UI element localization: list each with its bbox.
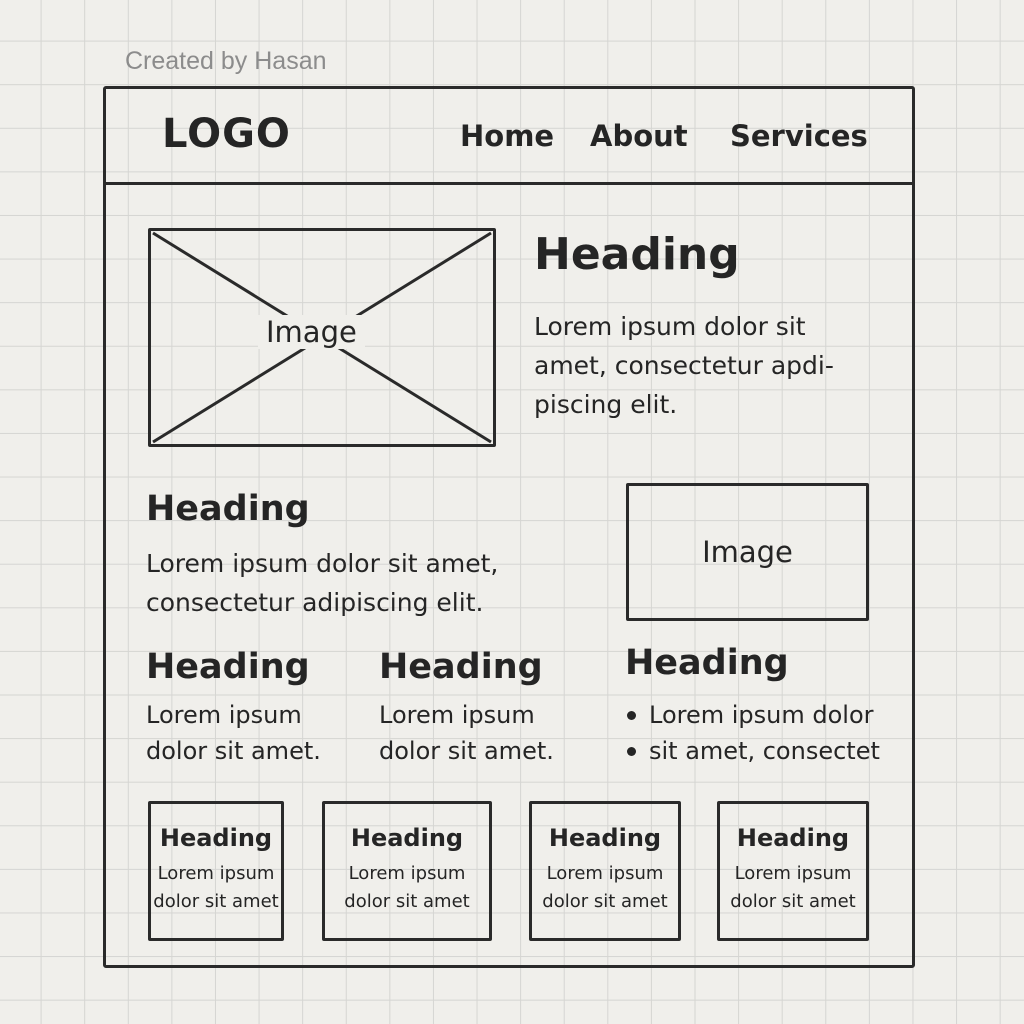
card bbox=[148, 801, 284, 941]
watermark: Created by Hasan bbox=[125, 47, 327, 75]
card-heading: Heading bbox=[350, 824, 464, 852]
card-text-line: dolor sit amet bbox=[344, 891, 470, 912]
card-heading: Heading bbox=[548, 824, 662, 852]
column-text-line: dolor sit amet. bbox=[146, 737, 321, 765]
feature-heading: Heading bbox=[146, 489, 310, 529]
bullet-item: sit amet, consectet bbox=[625, 733, 880, 769]
hero-text-line: piscing elit. bbox=[534, 390, 678, 419]
column-text-line: dolor sit amet. bbox=[379, 737, 554, 765]
card-text bbox=[532, 860, 678, 916]
column-text-line: Lorem ipsum bbox=[379, 701, 535, 729]
nav-link-services[interactable]: Services bbox=[730, 119, 868, 153]
hero-heading: Heading bbox=[534, 229, 740, 280]
column-heading: Heading bbox=[146, 647, 310, 687]
logo[interactable]: LOGO bbox=[162, 111, 291, 157]
card-text bbox=[325, 860, 489, 916]
card-text bbox=[151, 860, 281, 916]
card-text-line: dolor sit amet bbox=[542, 891, 668, 912]
hero-text-line: amet, consectetur apdi- bbox=[534, 351, 834, 380]
nav-link-home[interactable]: Home bbox=[460, 119, 555, 153]
feature-image-placeholder bbox=[626, 483, 869, 621]
hero-image-placeholder bbox=[148, 228, 496, 447]
feature-text-line: Lorem ipsum dolor sit amet, bbox=[146, 549, 499, 578]
card-text-line: dolor sit amet bbox=[153, 891, 279, 912]
nav-link-about[interactable]: About bbox=[590, 119, 688, 153]
column-heading: Heading bbox=[625, 643, 789, 683]
column-text bbox=[146, 697, 321, 769]
card-text-line: Lorem ipsum bbox=[546, 863, 664, 884]
column-heading: Heading bbox=[379, 647, 543, 687]
hero-text-line: Lorem ipsum dolor sit bbox=[534, 312, 806, 341]
card-text bbox=[720, 860, 866, 916]
card-text-line: Lorem ipsum bbox=[734, 863, 852, 884]
card-heading: Heading bbox=[736, 824, 850, 852]
column-text-line: Lorem ipsum bbox=[146, 701, 302, 729]
feature-image-inner bbox=[629, 486, 866, 618]
feature-text-line: consectetur adipiscing elit. bbox=[146, 588, 484, 617]
column-text bbox=[379, 697, 554, 769]
feature-text bbox=[146, 544, 498, 622]
bullet-item: Lorem ipsum dolor bbox=[625, 697, 880, 733]
card bbox=[717, 801, 869, 941]
card-text-line: Lorem ipsum bbox=[157, 863, 275, 884]
card-text-line: Lorem ipsum bbox=[348, 863, 466, 884]
column-bullet-list bbox=[625, 697, 880, 769]
card-heading: Heading bbox=[159, 824, 273, 852]
card-text-line: dolor sit amet bbox=[730, 891, 856, 912]
card bbox=[529, 801, 681, 941]
page-frame bbox=[103, 86, 915, 968]
hero-image-label: Image bbox=[258, 315, 365, 349]
card bbox=[322, 801, 492, 941]
navbar bbox=[106, 89, 912, 185]
feature-image-label: Image bbox=[702, 535, 793, 569]
hero-text bbox=[534, 307, 834, 424]
